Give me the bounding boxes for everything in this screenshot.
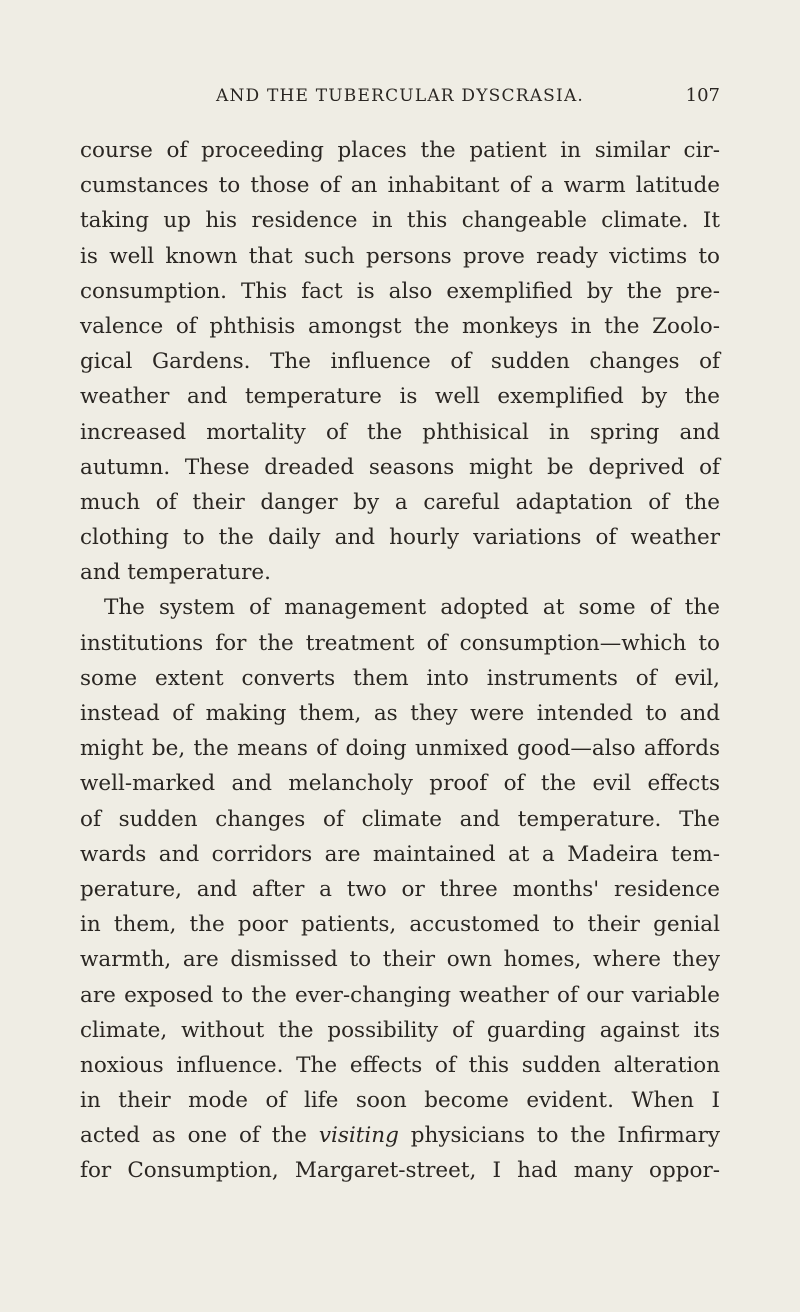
text-line: institutions for the treatment of consumption—which to [80, 630, 720, 656]
text-line: much of their danger by a careful adaptation of the [80, 489, 720, 515]
body-text [80, 133, 720, 1189]
text-line: autumn. These dreaded seasons might be deprived of [80, 454, 720, 480]
text-line: perature, and after a two or three months' residence [80, 876, 720, 902]
text-line: taking up his residence in this changeable climate. It [80, 208, 720, 234]
text-line: warmth, are dismissed to their own homes, where they [80, 947, 720, 973]
text-line: are exposed to the ever-changing weather of our variable [80, 982, 720, 1008]
text-line: might be, the means of doing unmixed good—also affords [80, 736, 720, 762]
italic-word: visiting [318, 1123, 399, 1149]
text-line: instead of making them, as they were intended to and [80, 701, 720, 726]
text-segment: acted as one of the [80, 1123, 319, 1149]
running-title: AND THE TUBERCULAR DYSCRASIA. [215, 86, 585, 106]
text-segment: physicians to the Infirmary [398, 1123, 721, 1149]
text-line-paragraph-end: and temperature. [80, 560, 271, 586]
text-line: valence of phthisis amongst the monkeys in the Zoolo- [80, 313, 720, 339]
text-line: consumption. This fact is also exemplified by the pre- [80, 278, 720, 304]
text-line: increased mortality of the phthisical in spring and [80, 419, 720, 445]
text-line: weather and temperature is well exemplified by the [80, 384, 720, 410]
text-line: of sudden changes of climate and temperature. The [80, 806, 720, 832]
text-line: gical Gardens. The influence of sudden changes of [80, 349, 720, 375]
text-line: is well known that such persons prove ready victims to [80, 243, 720, 269]
text-line: cumstances to those of an inhabitant of a warm latitude [80, 173, 720, 199]
text-line: wards and corridors are maintained at a Madeira tem- [80, 841, 720, 867]
text-line: in their mode of life soon become evident. When I [80, 1088, 720, 1114]
running-head [80, 82, 720, 110]
text-line: well-marked and melancholy proof of the evil effects [80, 771, 720, 797]
text-line: climate, without the possibility of guarding against its [80, 1017, 720, 1043]
text-line: clothing to the daily and hourly variations of weather [80, 525, 720, 551]
text-line: in them, the poor patients, accustomed to their genial [80, 912, 720, 938]
text-line: some extent converts them into instruments of evil, [80, 665, 720, 691]
text-line: for Consumption, Margaret-street, I had many oppor- [80, 1158, 720, 1184]
text-line-paragraph-start: The system of management adopted at some of the [104, 595, 720, 621]
text-line: noxious influence. The effects of this sudden alteration [80, 1052, 720, 1078]
text-line-with-italic [80, 1118, 720, 1153]
page-number: 107 [685, 85, 720, 106]
text-line: course of proceeding places the patient in similar cir- [80, 138, 720, 163]
